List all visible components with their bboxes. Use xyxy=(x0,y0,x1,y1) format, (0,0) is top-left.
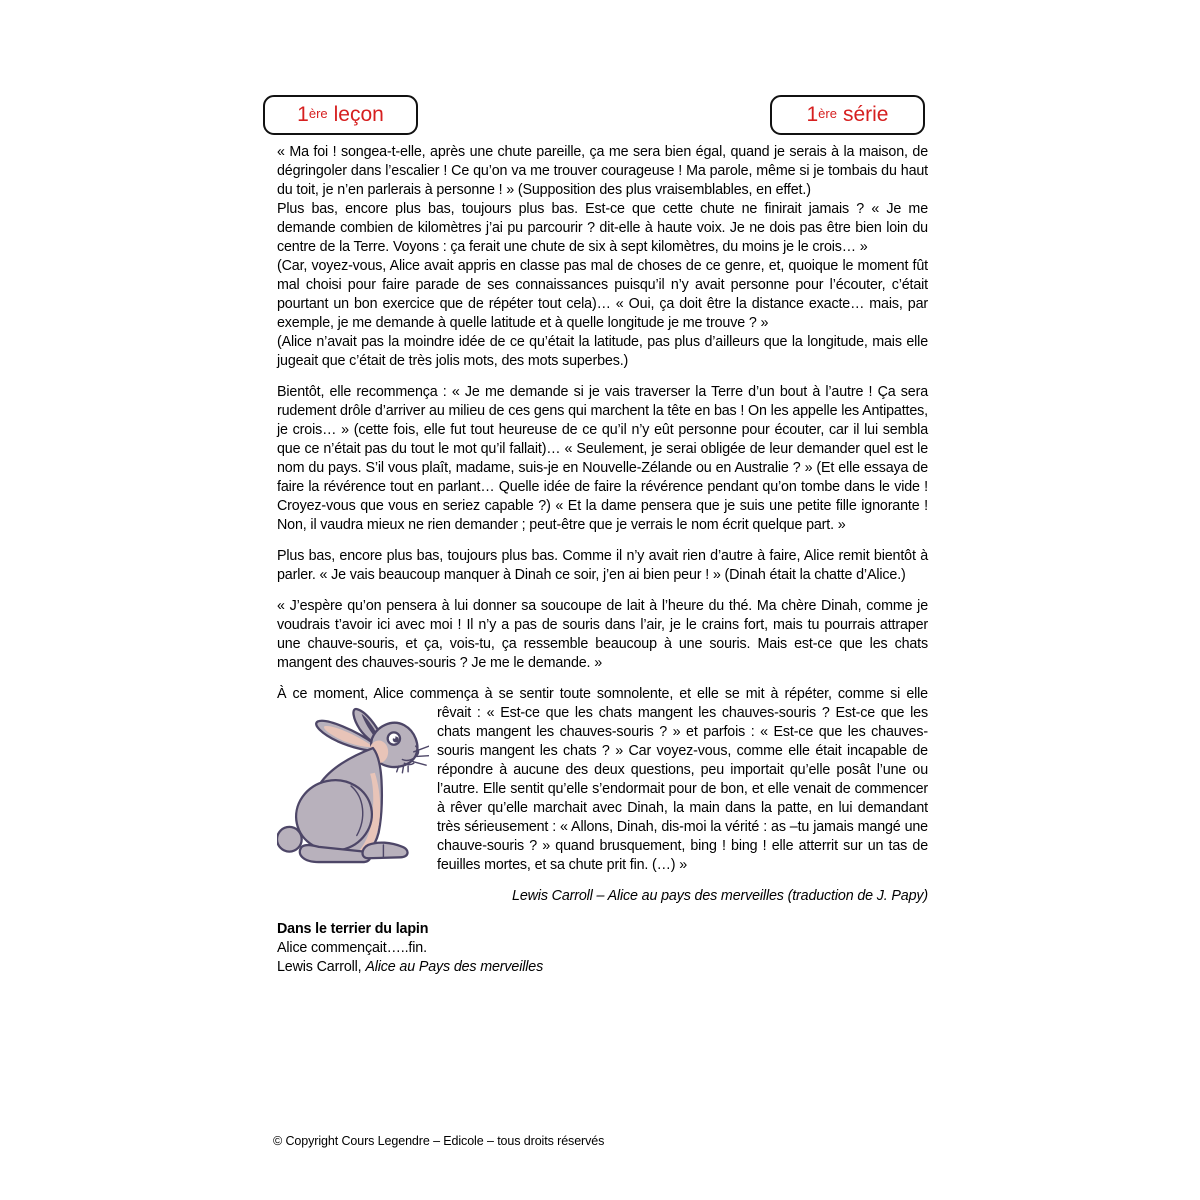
copyright-footer: © Copyright Cours Legendre – Edicole – tous droits réservés xyxy=(273,1134,605,1148)
paragraph-1d: (Alice n’avait pas la moindre idée de ce qu’était la latitude, pas plus d’ailleurs que la longitude, mais elle jugeait que c’était de très jolis mots, des mots superbes.) xyxy=(277,334,928,369)
paragraph-3: Plus bas, encore plus bas, toujours plus bas. Comme il n’y avait rien d’autre à faire, Alice remit bientôt à parler. « Je vais beaucoup manquer à Dinah ce soir, j’en ai bien peur ! » (Dinah était la chatte d’Alice.) xyxy=(277,548,928,583)
series-badge: 1 $^{ère}$ série xyxy=(770,95,925,135)
paragraph-1a: « Ma foi ! songea-t-elle, après une chute pareille, ça me sera bien égal, quand je serais à la maison, de dégringoler dans l’escalier ! Ce qu’on va me trouver courageuse ! Ma parole, même si je tombais du haut du toit, je n’en parlerais à personne ! » (Supposition des plus vraisemblables, en effet.) xyxy=(277,144,928,198)
exercise-title: Dans le terrier du lapin xyxy=(277,921,429,937)
paragraph-5 xyxy=(277,704,928,875)
paragraph-5-first-line: À ce moment, Alice commença à se sentir toute somnolente, et elle se mit à répéter, comme si elle xyxy=(277,686,928,702)
exercise-author: Lewis Carroll, xyxy=(277,959,366,975)
exercise-block xyxy=(277,920,928,977)
exercise-book-title: Alice au Pays des merveilles xyxy=(365,959,544,975)
paragraph-4: « J’espère qu’on pensera à lui donner sa soucoupe de lait à l’heure du thé. Ma chère Dinah, comme je voudrais t’avoir ici avec moi ! Il n’y a pas de souris dans l’air, je le crains fort, mais tu pourrais attraper une chauve-souris, et ça, vois-tu, ça ressemble beaucoup à une souris. Mais est-ce que les chats mangent des chauves-souris ? Je me le demande. » xyxy=(277,598,928,671)
attribution-line: Lewis Carroll – Alice au pays des merveilles (traduction de J. Papy) xyxy=(512,888,928,904)
lesson-badge: 1 $^{ère}$ leçon xyxy=(263,95,418,135)
lesson-label: leçon xyxy=(333,103,384,126)
paragraph-2: Bientôt, elle recommença : « Je me demande si je vais traverser la Terre d’un bout à l’autre ! Ça sera rudement drôle d’arriver au milieu de ces gens qui marchent la tête en bas ! On les appelle les Antipattes, je crois… » (cette fois, elle fut tout heureuse de ce qu’il n’y eût personne pour écouter, car il lui sembla que ce n’était pas du tout le mot qu’il fallait)… « Seulement, je serai obligée de leur demander quel est le nom du pays. S’il vous plaît, madame, suis-je en Nouvelle-Zélande ou en Australie ? » (Et elle essaya de faire la révérence tout en parlant… Quelle idée de faire la révérence pendant qu’on tombe dans le vide ! Croyez-vous que vous en seriez capable ?) « Et la dame pensera que je suis une petite fille ignorante ! Non, il vaudra mieux ne rien demander ; peut-être que je verrais le nom écrit quelque part. » xyxy=(277,384,928,533)
rabbit-illustration-svg xyxy=(277,706,429,868)
series-number: 1 xyxy=(806,103,819,126)
lesson-number: 1 xyxy=(297,103,309,126)
exercise-range-line: Alice commençait…..fin. xyxy=(277,940,427,956)
exercise-reference-line xyxy=(277,958,928,977)
paragraph-1c: (Car, voyez-vous, Alice avait appris en classe pas mal de choses de ce genre, et, quoique le moment fût mal choisi pour faire parade de ses connaissances puisqu’il n’y avait personne pour l’écouter, c’était pourtant un bon exercice que de répéter tout cela)… « Oui, ça doit être la distance exacte… mais, par exemple, je me demande à quelle latitude et à quelle longitude je me trouve ? » xyxy=(277,258,928,331)
paragraph-1b: Plus bas, encore plus bas, toujours plus bas. Est-ce que cette chute ne finirait jamais ? « Je me demande combien de kilomètres j’ai pu parcourir ? dit-elle à haute voix. Je ne dois pas être bien loin du centre de la Terre. Voyons : ça ferait une chute de six à sept kilomètres, du moins je le crois… » xyxy=(277,201,928,255)
rabbit-illustration xyxy=(277,706,429,868)
series-label: série xyxy=(842,103,889,126)
text-column xyxy=(277,143,928,977)
paragraph-5-rest: rêvait : « Est-ce que les chats mangent les chauves-souris ? Est-ce que les chats mangent les chauves-souris ? » et parfois : « Est-ce que les chauves-souris mangent les chats ? » Car voyez-vous, comme elle était incapable de répondre à aucune des deux questions, peu importait qu’elle posât l’une ou l’autre. Elle sentit qu’elle s’endormait pour de bon, et elle venait de commencer à rêver qu’elle marchait avec Dinah, la main dans la patte, en lui demandant très sérieusement : « Allons, Dinah, dis-moi la vérité : as –tu jamais mangé une chauve-souris ? » quand brusquement, bing ! bing ! elle atterrit sur un tas de feuilles mortes, et sa chute prit fin. (…) » xyxy=(437,705,928,873)
